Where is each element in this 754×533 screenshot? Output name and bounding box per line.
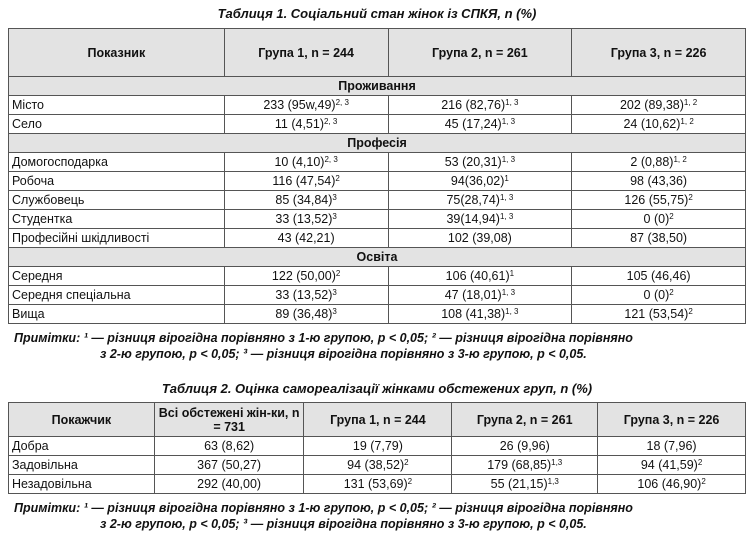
cell-significance-marker: 2, 3 [335, 98, 349, 107]
table-row [9, 267, 746, 286]
cell-value: 233 (95w,49) [263, 98, 336, 112]
row-label: Задовільна [9, 456, 155, 475]
cell-value: 122 (50,00) [271, 269, 336, 283]
table-cell [452, 456, 598, 475]
cell-value: 11 (4,51) [274, 117, 324, 131]
table-cell [224, 153, 388, 172]
cell-significance-marker: 1, 2 [680, 117, 694, 126]
table2-header-group2: Група 2, n = 261 [452, 403, 598, 437]
table1-header-group3: Група 3, n = 226 [572, 29, 746, 77]
table-cell [224, 305, 388, 324]
row-label: Місто [9, 96, 225, 115]
table-row [9, 96, 746, 115]
cell-significance-marker: 2 [669, 288, 674, 297]
cell-significance-marker: 1, 3 [501, 117, 516, 126]
table1 [8, 28, 746, 324]
table2-note-line1: Примітки: ¹ — різниця вірогідна порівняно з 1-ю групою, р < 0,05; ² — різниця вірогідна порівняно [14, 501, 633, 515]
table1-header-row [9, 29, 746, 77]
table1-body [9, 77, 746, 324]
cell-significance-marker: 1, 3 [499, 193, 514, 202]
cell-value: 102 (39,08) [447, 231, 512, 245]
row-label: Службовець [9, 191, 225, 210]
table1-header-group1: Група 1, n = 244 [224, 29, 388, 77]
table-cell [388, 286, 572, 305]
cell-value: 63 (8,62) [204, 439, 255, 453]
row-label: Добра [9, 437, 155, 456]
cell-value: 18 (7,96) [646, 439, 697, 453]
cell-value: 0 (0) [643, 212, 670, 226]
table-cell [452, 437, 598, 456]
row-label: Домогосподарка [9, 153, 225, 172]
table-cell [572, 305, 746, 324]
table-row [9, 172, 746, 191]
table2-note-line2: з 2-ю групою, р < 0,05; ³ — різниця вірогідна порівняно з 3-ю групою, р < 0,05. [100, 517, 587, 531]
table-cell [154, 475, 304, 494]
table2-header-indicator: Покажчик [9, 403, 155, 437]
cell-value: 106 (46,90) [637, 477, 702, 491]
cell-value: 55 (21,15) [490, 477, 548, 491]
table2-header-group3: Група 3, n = 226 [598, 403, 746, 437]
cell-significance-marker: 2 [404, 458, 409, 467]
cell-significance-marker: 1, 3 [499, 212, 514, 221]
cell-value: 94 (38,52) [347, 458, 405, 472]
table-cell [388, 153, 572, 172]
table-cell [572, 172, 746, 191]
cell-significance-marker: 1, 3 [501, 155, 516, 164]
table-row [9, 286, 746, 305]
table-cell [388, 172, 572, 191]
table-row [9, 305, 746, 324]
table-row [9, 210, 746, 229]
cell-value: 26 (9,96) [499, 439, 550, 453]
cell-significance-marker: 1,3 [551, 458, 563, 467]
table-cell [388, 229, 572, 248]
cell-significance-marker: 2 [335, 174, 340, 183]
cell-significance-marker: 2 [669, 212, 674, 221]
table-cell [304, 475, 452, 494]
table-cell [572, 286, 746, 305]
cell-value: 121 (53,54) [624, 307, 689, 321]
cell-value: 45 (17,24) [444, 117, 502, 131]
table1-caption: Таблиця 1. Соціальний стан жінок із СПКЯ, n (%) [217, 6, 537, 21]
cell-significance-marker: 3 [332, 193, 337, 202]
cell-significance-marker: 1, 3 [505, 307, 519, 316]
cell-significance-marker: 1, 3 [501, 288, 516, 297]
cell-value: 2 (0,88) [630, 155, 674, 169]
cell-significance-marker: 2 [407, 477, 413, 486]
cell-value: 47 (18,01) [444, 288, 502, 302]
cell-significance-marker: 2, 3 [324, 117, 338, 126]
row-label: Середня спеціальна [9, 286, 225, 305]
cell-value: 43 (42,21) [277, 231, 335, 245]
cell-significance-marker: 3 [332, 212, 337, 221]
row-label: Вища [9, 305, 225, 324]
table-cell [154, 437, 304, 456]
cell-value: 10 (4,10) [274, 155, 325, 169]
section-title: Професія [9, 134, 746, 153]
cell-value: 39(14,94) [446, 212, 500, 226]
row-label: Середня [9, 267, 225, 286]
table-cell [224, 96, 388, 115]
table-cell [572, 267, 746, 286]
cell-value: 126 (55,75) [624, 193, 689, 207]
cell-value: 98 (43,36) [630, 174, 688, 188]
row-label: Незадовільна [9, 475, 155, 494]
section-title: Освіта [9, 248, 746, 267]
table2 [8, 402, 746, 494]
table-row [9, 475, 746, 494]
cell-value: 0 (0) [643, 288, 670, 302]
table-row [9, 115, 746, 134]
table-cell [388, 115, 572, 134]
table1-note-line2: з 2-ю групою, р < 0,05; ³ — різниця вірогідна порівняно з 3-ю групою, р < 0,05. [100, 347, 587, 361]
table-cell [572, 191, 746, 210]
cell-value: 24 (10,62) [623, 117, 681, 131]
table-cell [154, 456, 304, 475]
cell-significance-marker: 1,3 [547, 477, 559, 486]
table1-header-group2: Група 2, n = 261 [388, 29, 572, 77]
cell-value: 33 (13,52) [275, 212, 333, 226]
table-cell [224, 267, 388, 286]
table-cell [224, 229, 388, 248]
table-cell [388, 305, 572, 324]
cell-significance-marker: 2 [697, 458, 703, 467]
row-label: Професійні шкідливості [9, 229, 225, 248]
cell-significance-marker: 2 [335, 269, 341, 278]
table2-header-row [9, 403, 746, 437]
cell-value: 94(36,02) [450, 174, 505, 188]
table-cell [304, 437, 452, 456]
table-cell [224, 191, 388, 210]
cell-value: 19 (7,79) [352, 439, 403, 453]
row-label: Робоча [9, 172, 225, 191]
table-cell [224, 115, 388, 134]
table-row [9, 437, 746, 456]
cell-value: 216 (82,76) [441, 98, 506, 112]
table-cell [572, 115, 746, 134]
cell-value: 116 (47,54) [272, 174, 336, 188]
table-cell [598, 437, 746, 456]
table1-note-line1: Примітки: ¹ — різниця вірогідна порівняно з 1-ю групою, р < 0,05; ² — різниця вірогідна порівняно [14, 331, 633, 345]
cell-value: 131 (53,69) [343, 477, 408, 491]
cell-value: 105 (46,46) [626, 269, 691, 283]
cell-significance-marker: 3 [332, 307, 337, 316]
cell-value: 292 (40,00) [197, 477, 262, 491]
table-cell [572, 96, 746, 115]
cell-significance-marker: 2 [688, 307, 693, 316]
table2-caption: Таблиця 2. Оцінка самореалізації жінками обстежених груп, n (%) [161, 381, 593, 396]
table-cell [598, 475, 746, 494]
section-row [9, 248, 746, 267]
cell-significance-marker: 1 [509, 269, 515, 278]
table-cell [388, 267, 572, 286]
cell-significance-marker: 3 [332, 288, 337, 297]
table-cell [224, 286, 388, 305]
cell-significance-marker: 2 [688, 193, 693, 202]
table-cell [572, 229, 746, 248]
table-cell [304, 456, 452, 475]
table-row [9, 456, 746, 475]
cell-value: 94 (41,59) [640, 458, 698, 472]
table2-note [14, 500, 734, 532]
table2-header-group1: Група 1, n = 244 [304, 403, 452, 437]
cell-significance-marker: 2, 3 [324, 155, 338, 164]
table-cell [572, 153, 746, 172]
cell-significance-marker: 1, 2 [673, 155, 687, 164]
table-row [9, 229, 746, 248]
table1-note [14, 330, 734, 362]
cell-value: 89 (36,48) [275, 307, 333, 321]
cell-value: 33 (13,52) [275, 288, 333, 302]
section-row [9, 134, 746, 153]
cell-significance-marker: 1 [504, 174, 509, 183]
cell-significance-marker: 1, 3 [505, 98, 519, 107]
table-cell [224, 210, 388, 229]
cell-value: 202 (89,38) [619, 98, 684, 112]
table-cell [572, 210, 746, 229]
cell-value: 108 (41,38) [441, 307, 506, 321]
table-cell [388, 191, 572, 210]
table1-header-indicator: Показник [9, 29, 225, 77]
table-cell [388, 96, 572, 115]
cell-value: 179 (68,85) [487, 458, 552, 472]
cell-value: 85 (34,84) [275, 193, 333, 207]
row-label: Студентка [9, 210, 225, 229]
table2-body [9, 437, 746, 494]
section-row [9, 77, 746, 96]
cell-significance-marker: 1, 2 [683, 98, 698, 107]
table2-header-all: Всі обстежені жін-ки, n = 731 [154, 403, 304, 437]
table-cell [388, 210, 572, 229]
table-row [9, 153, 746, 172]
table-row [9, 191, 746, 210]
table-cell [452, 475, 598, 494]
table-cell [224, 172, 388, 191]
cell-value: 367 (50,27) [197, 458, 262, 472]
cell-value: 106 (40,61) [445, 269, 510, 283]
section-title: Проживання [9, 77, 746, 96]
cell-value: 53 (20,31) [444, 155, 502, 169]
cell-value: 87 (38,50) [630, 231, 688, 245]
cell-value: 75(28,74) [446, 193, 500, 207]
table-cell [598, 456, 746, 475]
cell-significance-marker: 2 [701, 477, 706, 486]
row-label: Село [9, 115, 225, 134]
